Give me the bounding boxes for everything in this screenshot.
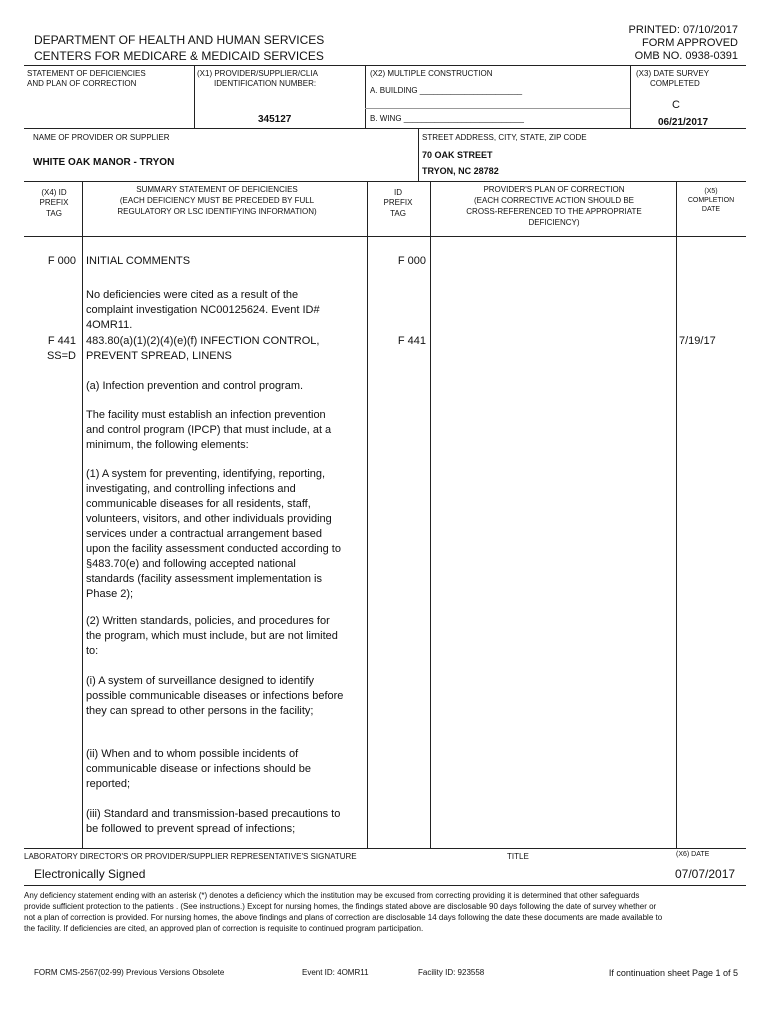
id-header-1: ID	[394, 188, 402, 197]
f441-scope-severity: SS=D	[46, 350, 76, 362]
plan-header-4: DEFICIENCY)	[528, 218, 580, 227]
provider-name: WHITE OAK MANOR - TRYON	[33, 157, 175, 168]
address-label: STREET ADDRESS, CITY, STATE, ZIP CODE	[422, 133, 587, 142]
provider-name-label: NAME OF PROVIDER OR SUPPLIER	[33, 133, 170, 142]
x2-inner-line	[365, 108, 630, 109]
title-label: TITLE	[507, 852, 529, 861]
building-label: A. BUILDING _______________________	[370, 86, 523, 95]
no-deficiencies-line-1: No deficiencies were cited as a result of the	[86, 289, 299, 301]
department-line-1: DEPARTMENT OF HEALTH AND HUMAN SERVICES	[34, 33, 325, 47]
date-label: (X6) DATE	[676, 851, 710, 858]
wing-label: B. WING ___________________________	[370, 114, 524, 123]
x5-header-2: COMPLETION	[687, 197, 735, 204]
signature-label: LABORATORY DIRECTOR'S OR PROVIDER/SUPPLIER REPRESENTATIVE'S SIGNATURE	[24, 852, 357, 861]
paragraph-2: (2) Written standards, policies, and procedures for the program, which must include, but are not limited to:	[86, 615, 338, 657]
survey-code: C	[672, 99, 680, 111]
column-header-bottom-line	[24, 236, 746, 237]
f000-title: INITIAL COMMENTS	[86, 255, 191, 267]
signature-date: 07/07/2017	[675, 867, 736, 881]
f000-prefix-tag: F 000	[47, 255, 76, 267]
x4-header-3: TAG	[46, 209, 62, 218]
plan-header-1: PROVIDER'S PLAN OF CORRECTION	[483, 185, 625, 194]
paragraph-a: (a) Infection prevention and control program.	[86, 380, 304, 392]
paragraph-ii: (ii) When and to whom possible incidents of communicable disease or infections should be reported;	[86, 748, 312, 790]
summary-header-2: (EACH DEFICIENCY MUST BE PRECEDED BY FULL	[119, 196, 315, 205]
facility-id: Facility ID: 923558	[418, 968, 485, 977]
statement-label-2: AND PLAN OF CORRECTION	[27, 79, 137, 88]
x3-label-2: COMPLETED	[650, 79, 700, 88]
event-id: Event ID: 4OMR11	[302, 968, 369, 977]
f441-completion-date: 7/19/17	[679, 335, 716, 347]
disclaimer-note: Any deficiency statement ending with an asterisk (*) denotes a deficiency which the institution may be excused from correcting providing it is determined that other safeguards provide sufficient protection to the patients . (See instructions.) Except for nursing homes, the findings stated above are disclosable 90 days following the date of survey whether or not a plan of correction is provided. For nursing homes, the above findings and plans of correction are disclosable 14 days following the date these documents are made available to the facility. If deficiencies are cited, an approved plan of correction is requisite to continued program participation.	[24, 891, 663, 933]
provider-row-bottom-line	[24, 181, 746, 182]
no-deficiencies-line-3: 4OMR11.	[86, 319, 133, 331]
plan-header-3: CROSS-REFERENCED TO THE APPROPRIATE	[466, 207, 642, 216]
x5-header-3: DATE	[701, 206, 721, 213]
provider-id-number: 345127	[258, 114, 292, 125]
x2-label: (X2) MULTIPLE CONSTRUCTION	[370, 69, 493, 78]
page-indicator: If continuation sheet Page 1 of 5	[608, 968, 738, 978]
department-line-2: CENTERS FOR MEDICARE & MEDICAID SERVICES	[34, 49, 324, 63]
column-divider-4	[676, 181, 677, 848]
signature-top-line	[24, 848, 746, 849]
summary-header-1: SUMMARY STATEMENT OF DEFICIENCIES	[136, 185, 298, 194]
paragraph-1: (1) A system for preventing, identifying, reporting, investigating, and controlling infections and communicable diseases for all residents, staff, volunteers, visitors, and other individuals providing services under a contractual arrangement based upon the facility assessment conducted according to §483.70(e) and following accepted national standards (facility assessment implementation is Phase 2);	[86, 468, 341, 600]
street-address: 70 OAK STREET	[422, 150, 493, 160]
omb-number: OMB NO. 0938-0391	[634, 50, 738, 62]
survey-completed-date: 06/21/2017	[658, 117, 709, 128]
city-state-zip: TRYON, NC 28782	[422, 166, 499, 176]
paragraph-program-requirement: The facility must establish an infection prevention and control program (IPCP) that must include, at a minimum, the following elements:	[86, 409, 332, 451]
id-header-2: PREFIX	[383, 198, 413, 207]
f441-prefix-tag: F 441	[47, 335, 76, 347]
x5-header-1: (X5)	[704, 188, 718, 195]
column-divider-3	[430, 181, 431, 848]
printed-date: PRINTED: 07/10/2017	[628, 24, 738, 36]
divider-x2	[365, 65, 366, 128]
summary-header-3: REGULATORY OR LSC IDENTIFYING INFORMATION)	[117, 207, 317, 216]
f441-id-tag: F 441	[397, 335, 426, 347]
x1-label-1: (X1) PROVIDER/SUPPLIER/CLIA	[197, 69, 318, 78]
x4-header-1: (X4) ID	[41, 188, 67, 197]
column-divider-2	[367, 181, 368, 848]
form-number: FORM CMS-2567(02-99) Previous Versions Obsolete	[34, 968, 225, 977]
plan-header-2: (EACH CORRECTIVE ACTION SHOULD BE	[473, 196, 635, 205]
column-divider-1	[82, 181, 83, 848]
f000-id-tag: F 000	[397, 255, 426, 267]
divider-x3	[630, 65, 631, 128]
f441-title-line-1: 483.80(a)(1)(2)(4)(e)(f) INFECTION CONTROL,	[86, 335, 320, 347]
signature-value: Electronically Signed	[34, 867, 146, 881]
x1-label-2: IDENTIFICATION NUMBER:	[214, 79, 317, 88]
signature-bottom-line	[24, 885, 746, 886]
x4-header-2: PREFIX	[39, 198, 69, 207]
id-header-3: TAG	[390, 209, 406, 218]
paragraph-iii: (iii) Standard and transmission-based precautions to be followed to prevent spread of infections;	[86, 808, 341, 835]
form-approved-label: FORM APPROVED	[642, 37, 738, 49]
f441-title-line-2: PREVENT SPREAD, LINENS	[86, 350, 232, 362]
top-box-top-line	[24, 65, 746, 66]
top-box-bottom-line	[24, 128, 746, 129]
statement-label-1: STATEMENT OF DEFICIENCIES	[27, 69, 146, 78]
paragraph-i: (i) A system of surveillance designed to identify possible communicable diseases or infections before they can spread to other persons in the facility;	[86, 675, 344, 717]
no-deficiencies-line-2: complaint investigation NC00125624. Event ID#	[86, 304, 320, 316]
divider-x1	[194, 65, 195, 128]
provider-divider	[418, 128, 419, 181]
x3-label-1: (X3) DATE SURVEY	[636, 69, 710, 78]
